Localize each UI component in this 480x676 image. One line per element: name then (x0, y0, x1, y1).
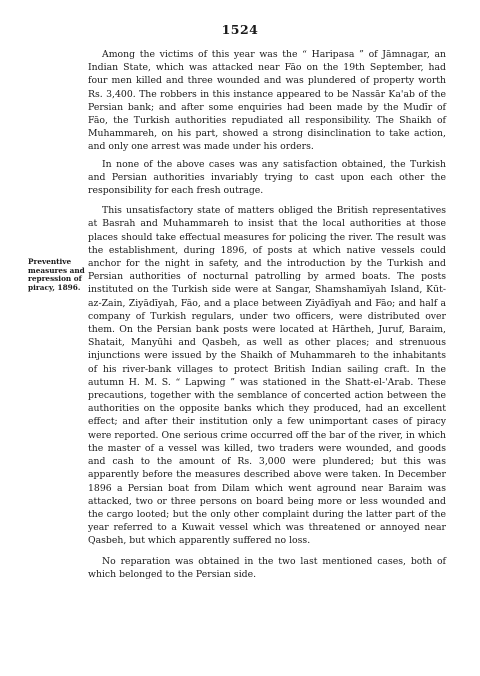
margin-note-line: piracy, 1896. (28, 282, 81, 292)
margin-note (28, 258, 86, 292)
page-number: 1524 (221, 22, 259, 37)
margin-note-line: repression of (28, 274, 82, 284)
paragraph-haripasa: Among the victims of this year was the “ Haripasa ” of Jāmnagar, an Indian State, which was attacked near Fāo on the 19th September, had four men killed and three wounded and was plundered of property worth Rs. 3,400. The robbers in this instance appeared to be Nassār Ka'ab of the Persian bank; and after some enquiries had been made by the Mudīr of Fāo, the Turkish authorities repudiated all responsibility. The Shaikh of Muhammareh, on his part, showed a strong disinclination to take action, and only one arrest was made under his orders. (88, 49, 446, 153)
margin-note-line: Preventive (28, 257, 72, 266)
body-text (88, 48, 446, 581)
paragraph-no-reparation: No reparation was obtained in the two last mentioned cases, both of which belonged to the Persian side. (88, 555, 446, 580)
margin-note-line: measures and (28, 265, 85, 275)
paragraph-no-satisfaction: In none of the above cases was any satisfaction obtained, the Turkish and Persian authorities invariably trying to cast upon each other the responsibility for each fresh outrage. (88, 158, 446, 197)
paragraph-preventive-measures: This unsatisfactory state of matters obliged the British representatives at Basrah and Muhammareh to insist that the local authorities at those places should take effectual measures for policing the river. The result was the establishment, during 1896, of posts at which native vessels could anchor for the night in safety, and the introduction by the Turkish and Persian authorities of nocturnal patrolling by armed boats. The posts instituted on the Turkish side were at Sangar, Shamshamīyah Island, Kūt-az-Zain, Ziyādīyah, Fāo, and a place between Ziyādīyah and Fāo; and half a company of Turkish regulars, under two officers, were distributed over them. On the Persian bank posts were located at Hārtheh, Juruf, Baraim, Shatait, Manyūhi and Qasbeh, as well as other places; and strenuous injunctions were issued by the Shaikh of Muhammareh to the inhabitants of his river-bank villages to protect British Indian sailing craft. In the autumn H. M. S. “ Lapwing ” was stationed in the Shatt-el-'Arab. These precautions, together with the semblance of concerted action between the authorities on the opposite banks which they produced, had an excellent effect; and after their institution only a few unimportant cases of piracy were reported. One serious crime occurred off the bar of the river, in which the master of a vessel was killed, two traders were wounded, and goods and cash to the amount of Rs. 3,000 were plundered; but this was apparently before the measures described above were taken. In December 1896 a Persian boat from Dilam which went aground near Baraim was attacked, two or three persons on board being more or less wounded and the cargo looted; but the only other complaint during the latter part of the year referred to a Kuwait vessel which was threatened or annoyed near Qasbeh, but which apparently suffered no loss. (88, 205, 446, 547)
